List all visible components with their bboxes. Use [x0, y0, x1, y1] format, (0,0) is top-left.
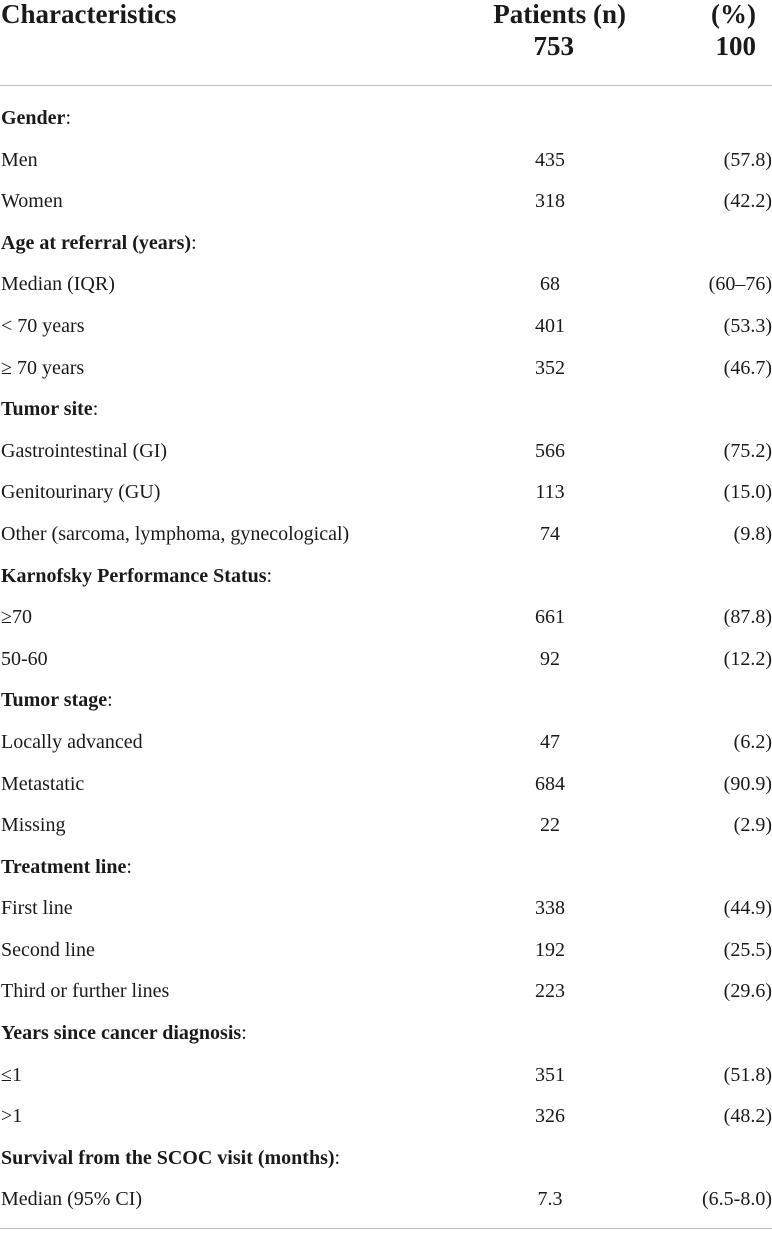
row-label: 50-60 — [1, 647, 48, 670]
section-title: Karnofsky Performance Status — [1, 564, 267, 587]
percent-value: (75.2) — [723, 439, 772, 462]
row-label: ≥ 70 years — [1, 356, 85, 379]
patients-count: 68 — [540, 273, 560, 296]
table-row — [0, 764, 772, 806]
section-header-row — [0, 1138, 772, 1180]
patients-count: 435 — [535, 148, 565, 171]
section-header-row — [0, 847, 772, 889]
percent-value: (25.5) — [723, 938, 772, 961]
patients-count: 74 — [540, 522, 560, 545]
section-colon: : — [334, 1146, 341, 1169]
table-row — [0, 1096, 772, 1138]
patients-count: 401 — [535, 314, 565, 337]
percent-value: (51.8) — [723, 1063, 772, 1086]
percent-value: (60–76) — [708, 273, 772, 296]
table-row — [0, 431, 772, 473]
percent-value: (9.8) — [733, 522, 772, 545]
row-label: Median (95% CI) — [1, 1188, 143, 1211]
table-row — [0, 930, 772, 972]
section-colon: : — [107, 689, 113, 712]
percent-value: (44.9) — [723, 897, 772, 920]
table-row — [0, 971, 772, 1013]
patients-count: 318 — [535, 190, 565, 213]
percent-value: (29.6) — [723, 980, 772, 1003]
row-label: Genitourinary (GU) — [1, 481, 161, 504]
row-label: First line — [1, 897, 73, 920]
header-percent-label: (%) — [711, 0, 756, 29]
section-title: Survival from the SCOC visit (months) — [1, 1146, 335, 1169]
row-label: Women — [1, 190, 63, 213]
section-colon: : — [191, 231, 197, 254]
section-colon: : — [266, 564, 273, 587]
patients-count: 326 — [535, 1105, 565, 1128]
table-row — [0, 472, 772, 514]
header-percent — [660, 0, 756, 62]
percent-value: (53.3) — [723, 314, 772, 337]
section-colon: : — [241, 1022, 247, 1045]
section-title: Years since cancer diagnosis — [1, 1022, 242, 1045]
patients-count: 47 — [540, 730, 560, 753]
patients-count: 22 — [540, 814, 560, 837]
percent-value: (6.2) — [733, 730, 772, 753]
section-header-row — [0, 556, 772, 598]
patients-count: 338 — [535, 897, 565, 920]
row-label: Other (sarcoma, lymphoma, gynecological) — [1, 522, 350, 545]
percent-value: (87.8) — [723, 606, 772, 629]
header-percent-total: 100 — [715, 31, 756, 61]
table-row — [0, 1055, 772, 1097]
section-header-row — [0, 98, 772, 140]
section-label — [1, 223, 197, 265]
table-row — [0, 1179, 772, 1221]
percent-value: (46.7) — [723, 356, 772, 379]
patients-count: 684 — [535, 772, 565, 795]
header-patients-label: Patients (n) — [493, 0, 626, 29]
patients-count: 92 — [540, 647, 560, 670]
header-characteristics: Characteristics — [1, 0, 177, 29]
section-title: Tumor stage — [1, 689, 108, 712]
row-label: Metastatic — [1, 772, 85, 795]
section-label — [1, 680, 113, 722]
section-label — [1, 1138, 340, 1180]
table-row — [0, 306, 772, 348]
percent-value: (12.2) — [723, 647, 772, 670]
section-colon: : — [126, 855, 132, 878]
percent-value: (6.5-8.0) — [702, 1188, 772, 1211]
header-patients-total: 753 — [533, 31, 574, 61]
section-title: Treatment line — [1, 855, 127, 878]
percent-value: (57.8) — [723, 148, 772, 171]
section-colon: : — [65, 107, 71, 129]
row-label: Men — [1, 148, 38, 171]
section-label — [1, 847, 132, 889]
table-row — [0, 888, 772, 930]
section-label — [1, 1013, 247, 1055]
table-row — [0, 140, 772, 182]
table-row — [0, 514, 772, 556]
section-label — [1, 389, 98, 431]
section-title: Gender — [1, 107, 66, 129]
table-row — [0, 805, 772, 847]
percent-value: (2.9) — [733, 814, 772, 837]
row-label: ≥70 — [1, 606, 32, 629]
row-label: Gastrointestinal (GI) — [1, 439, 168, 462]
row-label: Second line — [1, 938, 95, 961]
section-title: Age at referral (years) — [1, 231, 192, 254]
section-label — [1, 98, 71, 140]
row-label: Third or further lines — [1, 980, 170, 1003]
header-patients — [440, 0, 626, 62]
row-label: < 70 years — [1, 314, 85, 337]
patients-count: 351 — [535, 1063, 565, 1086]
patients-count: 7.3 — [537, 1188, 563, 1211]
percent-value: (15.0) — [723, 481, 772, 504]
row-label: >1 — [1, 1105, 23, 1128]
patients-count: 661 — [535, 606, 565, 629]
patients-count: 113 — [535, 481, 565, 504]
patients-count: 566 — [535, 439, 565, 462]
table-row — [0, 264, 772, 306]
row-label: Missing — [1, 814, 66, 837]
percent-value: (48.2) — [723, 1105, 772, 1128]
section-header-row — [0, 223, 772, 265]
table-header — [0, 0, 772, 86]
table-bottom-rule — [0, 1228, 772, 1229]
percent-value: (42.2) — [723, 190, 772, 213]
table-row — [0, 722, 772, 764]
section-header-row — [0, 389, 772, 431]
section-header-row — [0, 1013, 772, 1055]
section-header-row — [0, 680, 772, 722]
patients-count: 192 — [535, 938, 565, 961]
table-row — [0, 597, 772, 639]
patients-count: 223 — [535, 980, 565, 1003]
section-colon: : — [92, 398, 99, 421]
section-title: Tumor site — [1, 398, 93, 421]
table-row — [0, 181, 772, 223]
table-row — [0, 348, 772, 390]
table-body — [0, 98, 772, 1221]
percent-value: (90.9) — [723, 772, 772, 795]
patients-count: 352 — [535, 356, 565, 379]
table-row — [0, 639, 772, 681]
row-label: ≤1 — [1, 1063, 22, 1086]
row-label: Median (IQR) — [1, 273, 115, 296]
row-label: Locally advanced — [1, 730, 143, 753]
section-label — [1, 556, 272, 598]
